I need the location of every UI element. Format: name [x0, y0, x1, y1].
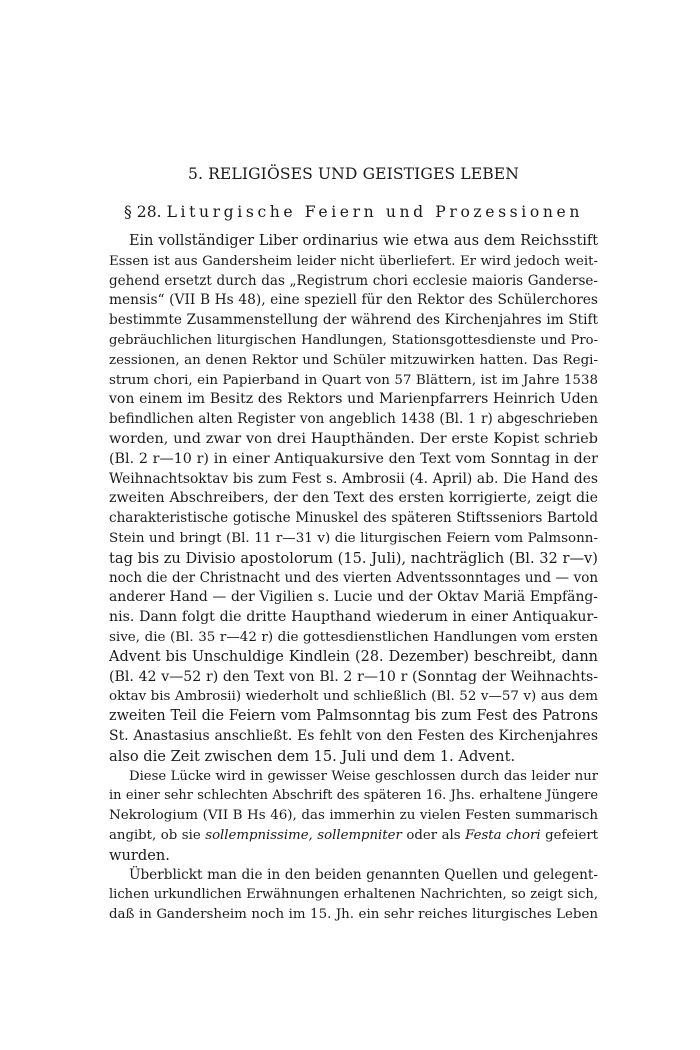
text-line: nis. Dann folgt die dritte Haupthand wiederum in einer Antiquakur- — [109, 609, 598, 626]
page — [109, 160, 598, 1020]
paragraph-3 — [109, 866, 598, 925]
text-line: worden, und zwar von drei Haupthänden. Der erste Kopist schrieb — [109, 430, 598, 447]
text-line: Diese Lücke wird in gewisser Weise geschlossen durch das leider nur — [129, 768, 598, 784]
text-line: charakteristische gotische Minuskel des späteren Stiftsseniors Bartold — [109, 510, 598, 527]
text-line: Stein und bringt (Bl. 11 r—31 v) die liturgischen Feiern vom Palmsonn- — [109, 530, 598, 546]
text-line: Advent bis Unschuldige Kindlein (28. Dezember) beschreibt, dann — [109, 648, 598, 665]
text-line: noch die der Christnacht und des vierten Adventssonntages und — von — [109, 569, 598, 586]
chapter-heading: 5. RELIGIÖSES UND GEISTIGES LEBEN — [187, 165, 520, 183]
text-run: angibt, ob sie — [109, 827, 206, 843]
text-line: zweiten Abschreibers, der den Text des ersten korrigierte, zeigt die — [109, 490, 598, 507]
text-run: oder als — [401, 827, 466, 843]
text-line: strum chori, ein Papierband in Quart von 57 Blättern, ist im Jahre 1538 — [109, 372, 598, 388]
text-line: gehend ersetzt durch das „Registrum chori ecclesie maioris Ganderse- — [109, 272, 598, 289]
text-line: gebräuchlichen liturgischen Handlungen, Stationsgottesdienste und Pro- — [109, 332, 598, 348]
section-title: Liturgische Feiern und Prozessionen — [166, 203, 583, 221]
paragraph-1 — [109, 232, 598, 767]
text-line: Weihnachtsoktav bis zum Fest s. Ambrosii (4. April) ab. Die Hand des — [109, 470, 598, 487]
italic-term: Festa chori — [465, 827, 541, 843]
text-line: St. Anastasius anschließt. Es fehlt von den Festen des Kirchenjahres — [109, 727, 598, 744]
text-line: sive, die (Bl. 35 r—42 r) die gottesdienstlichen Handlungen vom ersten — [109, 629, 598, 645]
text-line: Nekrologium (VII B Hs 46), das immerhin zu vielen Festen summarisch — [109, 808, 598, 824]
text-line: Essen ist aus Gandersheim leider nicht überliefert. Er wird jedoch weit- — [109, 253, 598, 269]
text-line: (Bl. 2 r—10 r) in einer Antiquakursive den Text vom Sonntag in der — [109, 450, 598, 467]
text-line: mensis“ (VII B Hs 48), eine speziell für den Rektor des Schülerchores — [109, 292, 598, 309]
text-line: also die Zeit zwischen dem 15. Juli und dem 1. Advent. — [109, 747, 516, 765]
text-line: lichen urkundlichen Erwähnungen erhaltenen Nachrichten, so zeigt sich, — [109, 887, 598, 903]
text-line: anderer Hand — der Vigilien s. Lucie und der Oktav Mariä Empfäng- — [109, 589, 598, 606]
text-line: daß in Gandersheim noch im 15. Jh. ein sehr reiches liturgisches Leben — [109, 907, 598, 923]
paragraph-2 — [109, 767, 598, 866]
text-line: in einer sehr schlechten Abschrift des späteren 16. Jhs. erhaltene Jüngere — [109, 788, 598, 804]
text-line: Ein vollständiger Liber ordinarius wie etwa aus dem Reichsstift — [129, 233, 598, 249]
text-line: zweiten Teil die Feiern vom Palmsonntag bis zum Fest des Patrons — [109, 708, 598, 725]
text-run: gefeiert — [540, 827, 599, 843]
text-line: von einem im Besitz des Rektors und Marienpfarrers Heinrich Uden — [109, 391, 598, 408]
text-line: Überblickt man die in den beiden genannten Quellen und gelegent- — [129, 866, 598, 883]
section-number: § 28. — [124, 203, 162, 221]
text-line: (Bl. 42 v—52 r) den Text von Bl. 2 r—10 r (Sonntag der Weihnachts- — [109, 668, 598, 685]
body-text — [109, 232, 598, 925]
italic-term: sollempnissime, sollempniter — [205, 827, 402, 843]
text-line: wurden. — [109, 846, 170, 864]
text-line-mixed — [109, 826, 598, 846]
section-heading — [109, 202, 598, 222]
text-line: bestimmte Zusammenstellung der während des Kirchenjahres im Stift — [109, 312, 598, 329]
text-line: zessionen, an denen Rektor und Schüler mitzuwirken hatten. Das Regi- — [109, 352, 598, 368]
text-line: oktav bis Ambrosii) wiederholt und schließlich (Bl. 52 v—57 v) aus dem — [109, 689, 598, 705]
text-line: tag bis zu Divisio apostolorum (15. Juli), nachträglich (Bl. 32 r—v) — [109, 549, 598, 567]
text-line: befindlichen alten Register von angeblich 1438 (Bl. 1 r) abgeschrieben — [109, 411, 598, 428]
